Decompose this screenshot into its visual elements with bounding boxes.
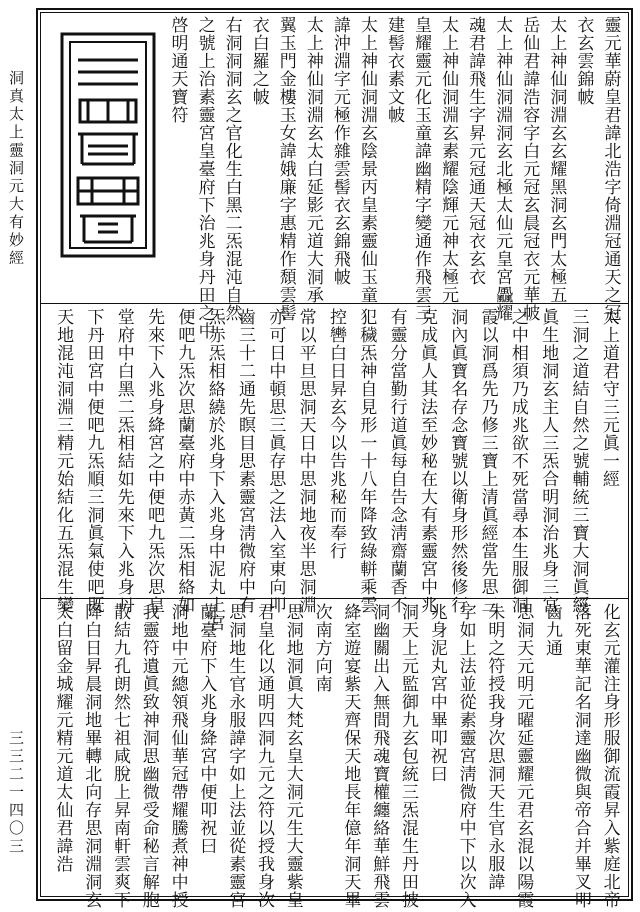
section-middle-column: 亦可日中頓思三眞存思之法入室東向叩 <box>265 308 286 614</box>
section-bottom-column: 思洞天元明元曜延靈耀元君玄混以陽霞 <box>513 603 534 909</box>
section-bottom-column: 朱明之符授我身次思洞天生官永服諱 <box>484 603 505 891</box>
section-middle-column: 之中相須乃成兆欲不死當尋本生服御洞 <box>507 308 528 614</box>
section-top-column: 衣白羅之帔 <box>248 16 269 106</box>
section-bottom-column: 散結九孔朗然七祖咸脫上昇南軒雲爽下 <box>110 603 130 909</box>
section-middle-column: 有靈分當勤行道眞每自告念淸齋蘭香不 <box>386 308 407 614</box>
section-middle-column: 便吧九炁次思蘭臺府中赤黃二炁相絡如 <box>174 308 195 614</box>
section-bottom-column: 字如上法並從素靈宮淸微府中下以次入 <box>455 603 476 909</box>
talisman-seal-graphic <box>58 30 158 260</box>
section-bottom-column: 齒九通 <box>542 603 562 657</box>
section-top-column: 太上神仙洞淵洞玄北極太仙元皇宮飍耀 <box>492 16 513 322</box>
section-top-column: 翼玉門金樓玉女諱娥廉字惠精作頹雲髻 <box>275 16 296 322</box>
section-middle-column: 霞以洞爲先乃修三寶上清眞經當先思三 <box>477 308 498 614</box>
section-bottom-column: 思洞地洞眞大梵玄皇大洞元生大靈紫皇 <box>282 603 303 909</box>
section-middle-column: 下丹田宮中便吧九炁順三洞眞氣使吧既 <box>83 308 104 614</box>
section-top-column: 魂君諱飛生字昇元冠通天冠衣玄衣 <box>465 16 486 286</box>
section-bottom-column: 洞地中元總領飛仙華冠帶耀騰煮神中授 <box>167 603 188 909</box>
section-bottom-column: 次南方向南 <box>311 603 332 693</box>
section-divider-1 <box>40 303 629 304</box>
section-top-column: 靈元華蔚皇君諱北浩字倚淵冠通天之冠 <box>600 16 621 322</box>
section-middle-column: 齒三十二通先瞑目思素靈宮淸微府中有 <box>235 308 256 614</box>
section-top-column: 皇耀靈元化玉童諱幽精字變通作飛雲三 <box>411 16 432 322</box>
section-bottom-column: 君皇化以通明四洞九元之符以授我身次 <box>254 603 274 909</box>
section-top-column: 太上神仙洞淵玄玄耀黑洞玄門太極五 <box>546 16 567 304</box>
section-middle-column: 犯穢炁神自見形一十八年降致綠軿乘雲 <box>356 308 377 614</box>
section-top-column: 太上神仙洞淵玄素耀陰輝元神太極元 <box>438 16 459 304</box>
section-middle-column: 堂府中白黑二炁相結如先來下入兆身丹 <box>113 308 134 614</box>
section-top-column: 建髻衣素文帔 <box>384 16 404 124</box>
talisman-seal-image <box>58 30 158 260</box>
section-top-column: 衣玄雲錦帔 <box>573 16 594 106</box>
section-middle-column: 太上道君守三元眞一經 <box>598 308 619 488</box>
section-middle-column: 洞內眞寶名存念寶號以衛身形然後修行 <box>447 308 468 614</box>
section-bottom-column: 化玄元灌注身形服御流霞昇入紫庭北帝 <box>599 603 620 909</box>
section-top-column: 右洞洞洞玄之官化生白黑二炁混沌自然 <box>221 16 242 322</box>
section-top-column: 諱沖淵字元極作雜雲髻衣玄錦飛帔 <box>329 16 350 286</box>
section-middle-column: 天地混沌洞淵三精元始結化五炁混生變 <box>53 308 74 614</box>
section-top-column: 之號上治素靈宮皇臺府下治兆身丹田之中 <box>194 16 215 340</box>
section-top-column: 啓明通天寶符 <box>167 16 188 124</box>
section-top-column: 太上神仙洞淵玄太白延影元道大洞承 <box>302 16 323 304</box>
section-bottom-column: 我靈符遺眞致神洞思幽微受命秘言解胞 <box>138 603 159 909</box>
section-middle-column: 常以平旦思洞天日中思洞地夜半思洞淵 <box>295 308 316 614</box>
section-top-column: 太上神仙洞淵玄陰景丙皇素靈仙玉童 <box>356 16 377 304</box>
section-bottom-column: 太白留金城耀元精元道太仙君諱浩 <box>52 603 73 873</box>
section-bottom-column: 思洞地生官永服諱字如上法並從素靈宮 <box>225 603 246 909</box>
section-bottom-column: 兆身泥丸宮中畢叩祝曰 <box>426 603 447 783</box>
margin-page-number: 三三二一四〇三 <box>7 730 25 856</box>
section-bottom-column: 落死東華記名洞達幽微與帝合并畢叉叩 <box>570 603 591 909</box>
section-bottom-column: 洞天上元監御九玄包統三炁混生丹田披 <box>398 603 418 909</box>
section-middle-column: 三洞之道結自然之號輔統三寶大洞眞經 <box>568 308 589 614</box>
section-middle-column: 眞生地洞玄主人三炁合明洞治兆身三宮 <box>538 308 559 614</box>
section-bottom-column: 絳室遊宴紫天齊保天地長年億年洞天畢 <box>340 603 361 909</box>
section-bottom-column: 蘭臺府下入兆身絳宮中便叩祝曰 <box>196 603 217 855</box>
section-middle-column: 克成眞人其法至妙秘在大有素靈宮中兆 <box>416 308 437 614</box>
section-top-column: 岳仙君諱浩容字白元冠玄晨冠衣元華帔 <box>519 16 540 322</box>
section-middle-column: 控轡白日昇玄今以告兆秘而奉行 <box>326 308 346 560</box>
margin-book-title: 洞真太上靈洞元大有妙經 <box>7 70 25 268</box>
section-bottom-column: 降白日昇晨洞地畢轉北向存思洞淵洞玄 <box>81 603 102 909</box>
section-bottom-column: 洞幽關出入無間飛魂寶權纏絡華鮮飛雲 <box>369 603 390 909</box>
section-middle-column: 炁赤炁相絡繞於兆身下入兆身中泥丸上宮 <box>204 308 225 632</box>
section-middle-column: 先來下入兆身絳宮之中便吧九炁次思皇 <box>144 308 165 614</box>
